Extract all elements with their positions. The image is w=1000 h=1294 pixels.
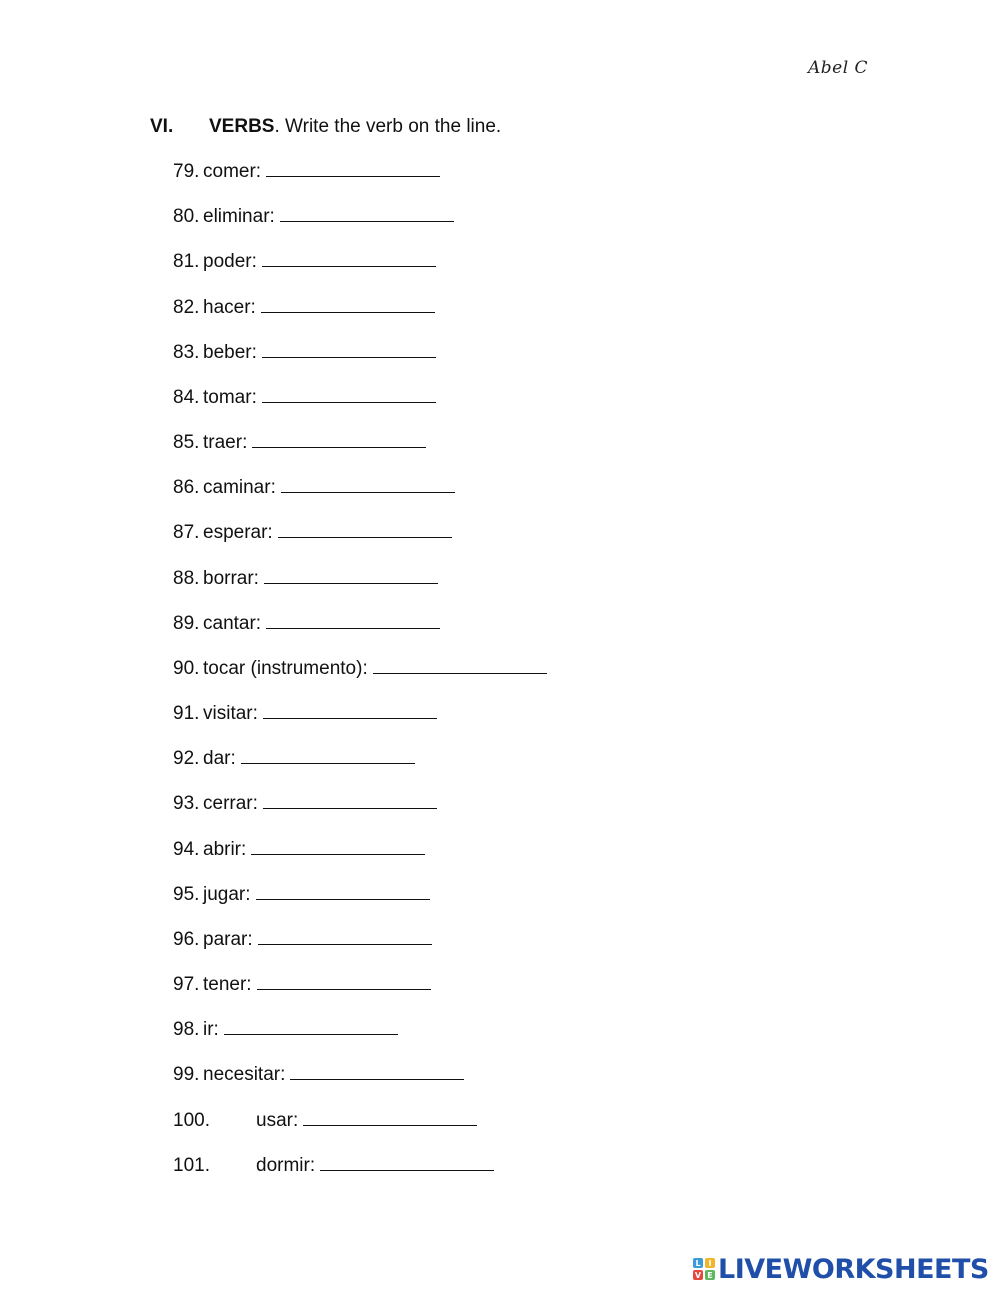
item-verb: traer: — [203, 432, 248, 453]
section-header — [150, 116, 501, 138]
answer-blank[interactable] — [251, 838, 425, 855]
answer-blank[interactable] — [320, 1154, 494, 1171]
item-verb: poder: — [203, 251, 257, 272]
item-verb: tener: — [203, 974, 252, 995]
list-item — [173, 973, 431, 997]
list-item — [173, 296, 435, 320]
item-verb: ir: — [203, 1019, 219, 1040]
item-verb: cantar: — [203, 613, 262, 634]
answer-blank[interactable] — [257, 973, 431, 990]
list-item — [173, 431, 426, 455]
list-item — [173, 702, 437, 726]
item-number: 97. — [173, 974, 200, 995]
list-item — [173, 521, 452, 545]
list-item — [173, 386, 436, 410]
item-number: 86. — [173, 477, 200, 498]
item-number: 81. — [173, 251, 200, 272]
item-verb: borrar: — [203, 568, 259, 589]
answer-blank[interactable] — [262, 250, 436, 267]
logo-tile: L — [693, 1258, 703, 1268]
item-verb: visitar: — [203, 703, 258, 724]
answer-blank[interactable] — [258, 928, 432, 945]
list-item — [173, 612, 440, 636]
list-item — [173, 928, 432, 952]
item-verb: comer: — [203, 161, 262, 182]
list-item — [173, 1154, 494, 1178]
item-number: 91. — [173, 703, 200, 724]
answer-blank[interactable] — [303, 1109, 477, 1126]
item-number: 84. — [173, 387, 200, 408]
answer-blank[interactable] — [290, 1063, 464, 1080]
logo-tile: V — [694, 1270, 702, 1280]
signature: Abel C — [808, 58, 869, 78]
answer-blank[interactable] — [263, 702, 437, 719]
item-number: 94. — [173, 839, 200, 860]
item-verb: hacer: — [203, 297, 256, 318]
item-verb: tocar (instrumento): — [203, 658, 368, 679]
answer-blank[interactable] — [266, 160, 440, 177]
list-item — [173, 883, 430, 907]
item-verb: abrir: — [203, 839, 247, 860]
item-number: 83. — [173, 342, 200, 363]
item-verb: parar: — [203, 929, 253, 950]
item-number: 89. — [173, 613, 200, 634]
liveworksheets-logo-icon — [693, 1258, 715, 1280]
answer-blank[interactable] — [261, 296, 435, 313]
brand-name: LIVEWORKSHEETS — [718, 1253, 989, 1285]
item-verb: esperar: — [203, 522, 273, 543]
list-item — [173, 747, 415, 771]
list-item — [173, 1063, 464, 1087]
answer-blank[interactable] — [278, 521, 452, 538]
answer-blank[interactable] — [263, 792, 437, 809]
item-verb: usar: — [256, 1110, 299, 1131]
answer-blank[interactable] — [262, 341, 436, 358]
answer-blank[interactable] — [266, 612, 440, 629]
item-number: 98. — [173, 1019, 200, 1040]
list-item — [173, 341, 436, 365]
item-number: 80. — [173, 206, 200, 227]
item-number: 88. — [173, 568, 200, 589]
item-number: 82. — [173, 297, 200, 318]
item-verb: dormir: — [256, 1155, 316, 1176]
item-number: 99. — [173, 1064, 200, 1085]
section-title: VERBS — [209, 116, 275, 137]
brand-footer — [693, 1253, 989, 1285]
list-item — [173, 250, 436, 274]
answer-blank[interactable] — [241, 747, 415, 764]
item-verb: dar: — [203, 748, 236, 769]
section-instruction: . Write the verb on the line. — [274, 116, 502, 137]
item-number: 92. — [173, 748, 200, 769]
answer-blank[interactable] — [373, 657, 547, 674]
logo-tile: I — [705, 1258, 715, 1268]
item-number: 96. — [173, 929, 200, 950]
list-item — [173, 838, 425, 862]
list-item — [173, 792, 437, 816]
item-number: 95. — [173, 884, 200, 905]
answer-blank[interactable] — [264, 567, 438, 584]
answer-blank[interactable] — [252, 431, 426, 448]
item-number: 100. — [173, 1110, 210, 1131]
item-verb: jugar: — [203, 884, 251, 905]
list-item — [173, 657, 547, 681]
answer-blank[interactable] — [280, 205, 454, 222]
item-verb: necesitar: — [203, 1064, 286, 1085]
item-number: 93. — [173, 793, 200, 814]
answer-blank[interactable] — [256, 883, 430, 900]
item-number: 90. — [173, 658, 200, 679]
item-verb: cerrar: — [203, 793, 258, 814]
logo-tile: E — [705, 1270, 715, 1280]
list-item — [173, 476, 455, 500]
item-number: 85. — [173, 432, 200, 453]
item-verb: tomar: — [203, 387, 257, 408]
answer-blank[interactable] — [224, 1018, 398, 1035]
item-verb: eliminar: — [203, 206, 275, 227]
item-verb: caminar: — [203, 477, 276, 498]
item-number: 87. — [173, 522, 200, 543]
answer-blank[interactable] — [262, 386, 436, 403]
list-item — [173, 160, 440, 184]
list-item — [173, 1109, 477, 1133]
answer-blank[interactable] — [281, 476, 455, 493]
section-number: VI. — [150, 116, 174, 137]
item-number: 101. — [173, 1155, 210, 1176]
item-verb: beber: — [203, 342, 257, 363]
list-item — [173, 205, 454, 229]
list-item — [173, 1018, 398, 1042]
item-number: 79. — [173, 161, 200, 182]
list-item — [173, 567, 438, 591]
